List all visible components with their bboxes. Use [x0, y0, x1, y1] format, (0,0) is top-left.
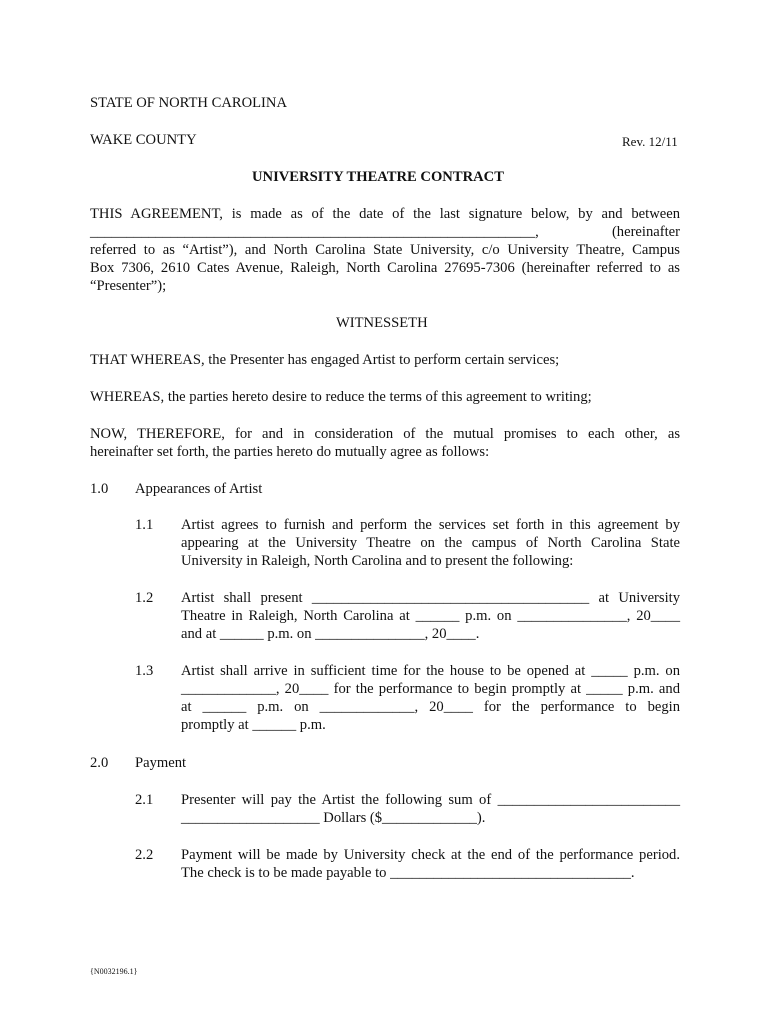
clause-line: and at ______ p.m. on _______________, 20____.: [181, 626, 480, 642]
clause-number: 1.3: [135, 663, 154, 679]
clause-line: Payment will be made by University check at the end of the performance period.: [181, 847, 680, 863]
clause-line: Artist agrees to furnish and perform the services set forth in this agreement by: [181, 517, 680, 533]
agreement-line: “Presenter”);: [90, 278, 167, 294]
clause-number: 2.1: [135, 792, 154, 808]
now-therefore-line: NOW, THEREFORE, for and in consideration of the mutual promises to each other, as: [90, 426, 680, 442]
clause-number: 2.2: [135, 847, 154, 863]
clause-line: Artist shall present ______________________________________ at University: [181, 590, 680, 606]
witnesseth-heading: WITNESSETH: [336, 315, 428, 331]
section-number: 1.0: [90, 481, 109, 497]
section-number: 2.0: [90, 755, 109, 771]
agreement-line: referred to as “Artist”), and North Carolina State University, c/o University Theatre, Campus: [90, 242, 680, 258]
clause-line: ___________________ Dollars ($_____________).: [181, 810, 486, 826]
whereas-writing: WHEREAS, the parties hereto desire to reduce the terms of this agreement to writing;: [90, 389, 592, 405]
section-heading-payment: Payment: [135, 755, 187, 771]
clause-line: Artist shall arrive in sufficient time for the house to be opened at _____ p.m. on: [181, 663, 680, 679]
county-heading: WAKE COUNTY: [90, 132, 197, 148]
clause-line: appearing at the University Theatre on the campus of North Carolina State: [181, 535, 680, 551]
clause-number: 1.2: [135, 590, 154, 606]
clause-line: promptly at ______ p.m.: [181, 717, 326, 733]
agreement-line: Box 7306, 2610 Cates Avenue, Raleigh, North Carolina 27695-7306 (hereinafter referred to as: [90, 260, 680, 276]
clause-line: _____________, 20____ for the performance to begin promptly at _____ p.m. and: [181, 681, 680, 697]
agreement-line: THIS AGREEMENT, is made as of the date of the last signature below, by and between: [90, 206, 680, 222]
revision-label: Rev. 12/11: [622, 134, 678, 149]
document-id-footer: {N0032196.1}: [90, 967, 138, 976]
state-heading: STATE OF NORTH CAROLINA: [90, 95, 287, 111]
clause-line: University in Raleigh, North Carolina and to present the following:: [181, 553, 574, 569]
now-therefore-line: hereinafter set forth, the parties hereto do mutually agree as follows:: [90, 444, 490, 460]
clause-line: The check is to be made payable to _________________________________.: [181, 865, 635, 881]
clause-number: 1.1: [135, 517, 154, 533]
clause-line: Presenter will pay the Artist the following sum of _________________________: [181, 792, 680, 808]
clause-line: at ______ p.m. on _____________, 20____ for the performance to begin: [181, 699, 680, 715]
clause-line: Theatre in Raleigh, North Carolina at ______ p.m. on _______________, 20____: [181, 608, 680, 624]
artist-name-blank-line: _____________________________________________________________, (hereinafter: [90, 224, 680, 240]
section-heading-appearances: Appearances of Artist: [135, 481, 263, 497]
whereas-engaged: THAT WHEREAS, the Presenter has engaged Artist to perform certain services;: [90, 352, 560, 368]
contract-title: UNIVERSITY THEATRE CONTRACT: [252, 169, 504, 185]
